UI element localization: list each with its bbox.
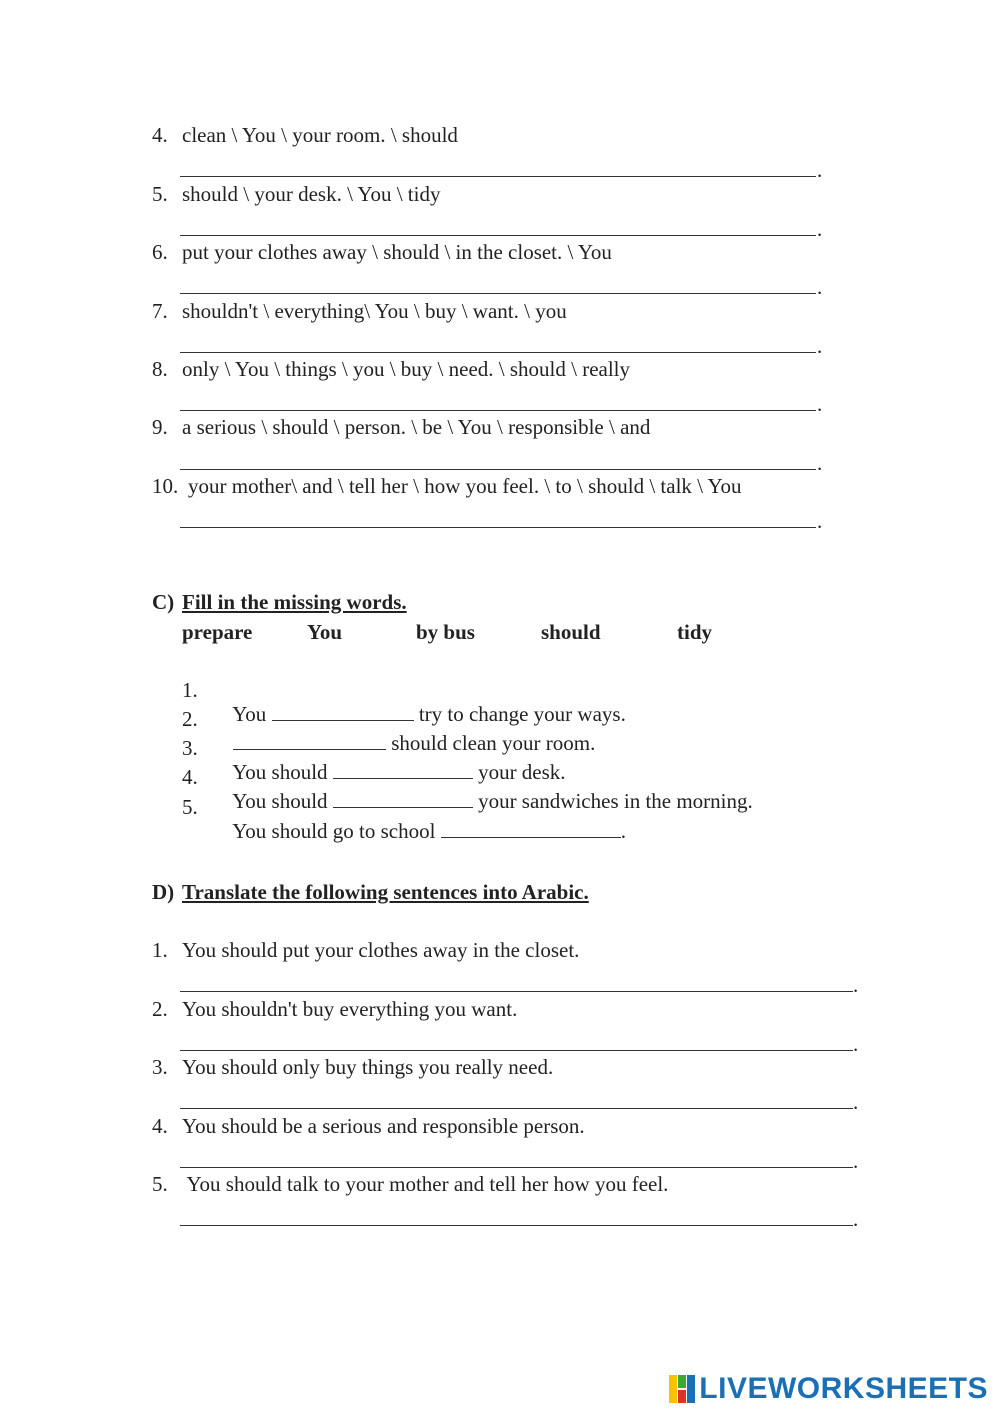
word-bank-item: by bus	[416, 620, 475, 644]
item-number: 10.	[152, 474, 179, 498]
scrambled-sentence: shouldn't \ everything\ You \ buy \ want. \ you	[182, 299, 567, 323]
end-period: .	[853, 1207, 859, 1231]
end-period: .	[853, 1090, 859, 1114]
translation-input[interactable]	[180, 1024, 860, 1050]
answer-input[interactable]	[180, 267, 823, 293]
item-number: 5.	[182, 795, 198, 819]
answer-input[interactable]	[180, 326, 823, 352]
scrambled-sentence: only \ You \ things \ you \ buy \ need. \ should \ really	[182, 357, 631, 381]
answer-input[interactable]	[180, 209, 823, 235]
answer-line	[180, 469, 816, 470]
end-period: .	[817, 217, 823, 241]
item-number: 6.	[152, 240, 168, 264]
item-number: 9.	[152, 415, 168, 439]
item-number: 4.	[182, 765, 198, 789]
item-number: 5.	[152, 182, 168, 206]
brand-name: LIVEWORKSHEETS	[699, 1372, 988, 1405]
answer-input[interactable]	[180, 384, 823, 410]
end-period: .	[817, 334, 823, 358]
sentence-end: your desk.	[472, 760, 566, 784]
end-period: .	[817, 392, 823, 416]
section-title: Fill in the missing words.	[182, 590, 407, 614]
sentence-end: try to change your ways.	[413, 702, 626, 726]
answer-input[interactable]	[180, 443, 823, 469]
answer-line	[180, 527, 816, 528]
word-bank-item: You	[307, 620, 343, 644]
translation-input[interactable]	[180, 1141, 860, 1167]
answer-line	[180, 1225, 853, 1226]
end-period: .	[817, 275, 823, 299]
answer-line	[180, 410, 816, 411]
end-period: .	[817, 509, 823, 533]
english-sentence: You should only buy things you really need.	[182, 1055, 554, 1079]
english-sentence: You shouldn't buy everything you want.	[182, 997, 518, 1021]
answer-line	[180, 235, 816, 236]
item-number: 1.	[182, 678, 198, 702]
end-period: .	[817, 451, 823, 475]
word-bank-item: prepare	[182, 620, 253, 644]
section-letter: D)	[152, 880, 175, 904]
answer-line	[180, 176, 816, 177]
section-letter: C)	[152, 590, 175, 614]
end-period: .	[853, 1032, 859, 1056]
sentence-end: your sandwiches in the morning.	[472, 789, 753, 813]
translation-input[interactable]	[180, 1082, 860, 1108]
item-number: 2.	[152, 997, 168, 1021]
scrambled-sentence: clean \ You \ your room. \ should	[182, 123, 458, 147]
sentence-start: You should	[232, 789, 333, 813]
sentence-start: You should go to school	[232, 819, 441, 843]
scrambled-sentence: a serious \ should \ person. \ be \ You \ responsible \ and	[182, 415, 651, 439]
answer-line	[180, 1108, 853, 1109]
liveworksheets-logo[interactable]	[669, 1372, 988, 1406]
sentence-start: You	[232, 702, 272, 726]
english-sentence: You should be a serious and responsible person.	[182, 1114, 585, 1138]
translation-input[interactable]	[180, 965, 860, 991]
item-number: 3.	[182, 736, 198, 760]
scrambled-sentence: put your clothes away \ should \ in the closet. \ You	[182, 240, 612, 264]
answer-line	[180, 293, 816, 294]
english-sentence: You should put your clothes away in the closet.	[182, 938, 580, 962]
scrambled-sentence: your mother\ and \ tell her \ how you feel. \ to \ should \ talk \ You	[188, 474, 742, 498]
fill-in-sentence	[212, 795, 626, 867]
answer-line	[180, 352, 816, 353]
item-number: 4.	[152, 1114, 168, 1138]
sentence-start: You should	[232, 760, 333, 784]
answer-line	[180, 1050, 853, 1051]
answer-input[interactable]	[180, 150, 823, 176]
answer-input[interactable]	[180, 501, 823, 527]
section-title: Translate the following sentences into Arabic.	[182, 880, 589, 904]
item-number: 2.	[182, 707, 198, 731]
item-number: 8.	[152, 357, 168, 381]
word-bank-item: should	[541, 620, 601, 644]
answer-line	[180, 991, 853, 992]
end-period: .	[853, 973, 859, 997]
end-period: .	[853, 1149, 859, 1173]
item-number: 7.	[152, 299, 168, 323]
item-number: 4.	[152, 123, 168, 147]
scrambled-sentence: should \ your desk. \ You \ tidy	[182, 182, 441, 206]
fill-blank[interactable]	[441, 819, 621, 838]
translation-input[interactable]	[180, 1199, 860, 1225]
english-sentence: You should talk to your mother and tell her how you feel.	[182, 1172, 669, 1196]
item-number: 1.	[152, 938, 168, 962]
item-number: 3.	[152, 1055, 168, 1079]
answer-line	[180, 1167, 853, 1168]
sentence-end: .	[620, 819, 626, 843]
end-period: .	[817, 158, 823, 182]
liveworksheets-logo-icon	[669, 1375, 695, 1403]
item-number: 5.	[152, 1172, 168, 1196]
word-bank-item: tidy	[677, 620, 713, 644]
sentence-end: should clean your room.	[386, 731, 596, 755]
